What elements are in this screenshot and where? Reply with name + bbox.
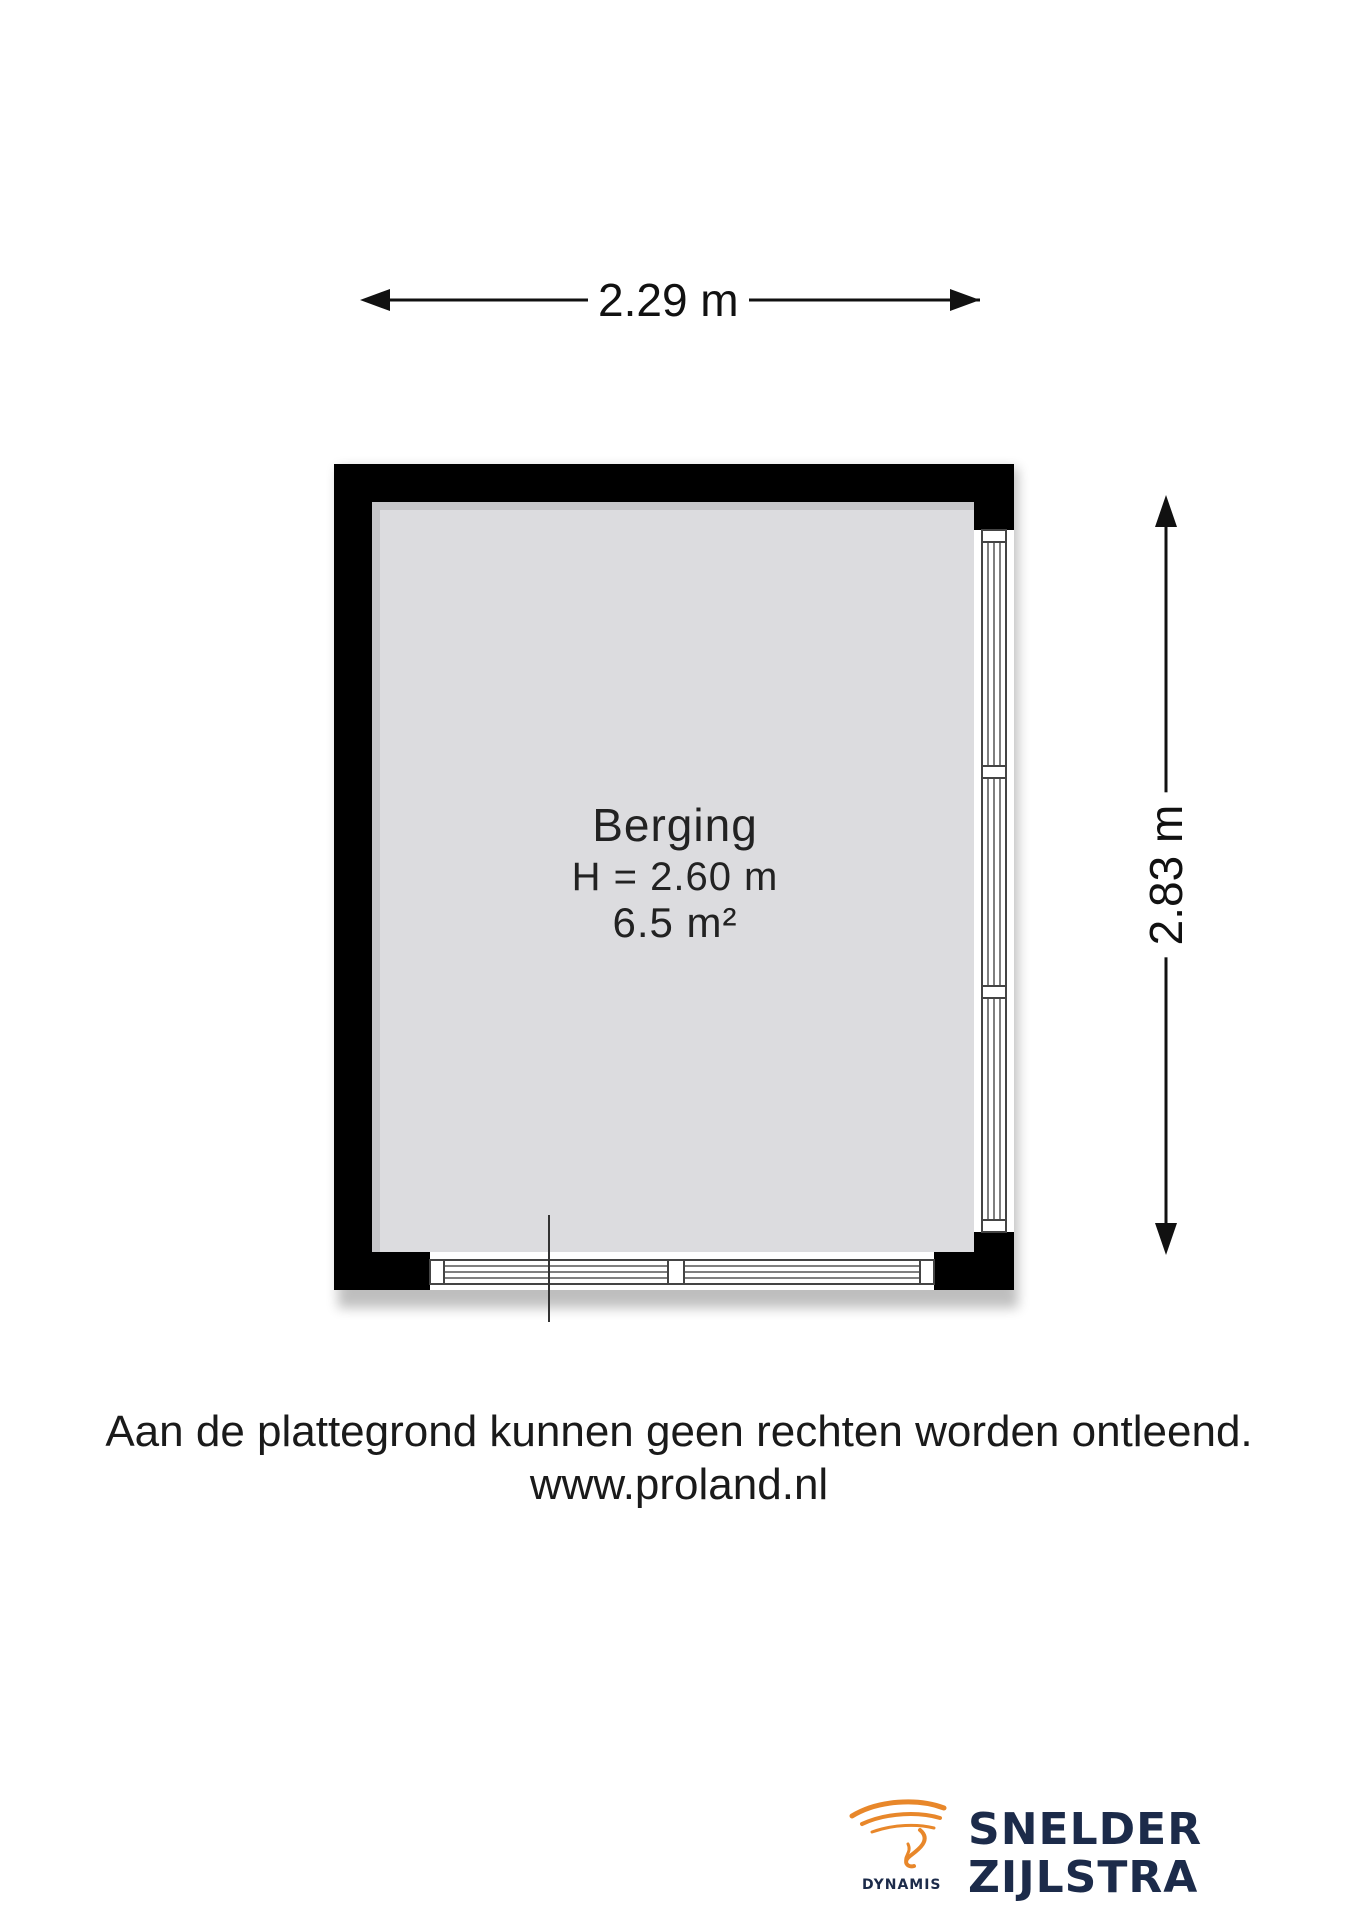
brand-name-line1: SNELDER [968,1804,1203,1855]
room-height: H = 2.60 m [571,855,779,899]
right-window [974,530,1014,1232]
dynamis-swirl-icon [848,1794,948,1878]
room-name: Berging [592,799,758,851]
depth-dimension-label: 2.83 m [1143,793,1189,958]
width-dimension-label: 2.29 m [588,277,749,323]
room-area: 6.5 m² [612,899,738,946]
disclaimer-text: Aan de plattegrond kunnen geen rechten worden ontleend. [105,1407,1253,1456]
bottom-door [430,1252,934,1290]
brand-name-line2: ZIJLSTRA [968,1852,1199,1903]
website-url[interactable]: www.proland.nl [529,1460,829,1509]
brand-sub-label: DYNAMIS [862,1877,942,1893]
